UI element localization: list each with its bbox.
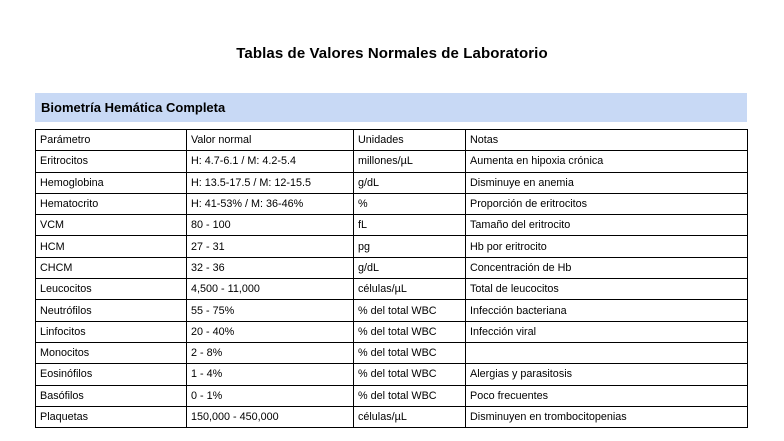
cell-normal-value: H: 4.7-6.1 / M: 4.2-5.4 (187, 151, 354, 172)
table-row (36, 321, 748, 342)
table-row (36, 215, 748, 236)
cell-notes: Infección viral (466, 321, 748, 342)
cell-units: % del total WBC (354, 364, 466, 385)
cell-notes: Poco frecuentes (466, 385, 748, 406)
table-row (36, 406, 748, 427)
table-row (36, 172, 748, 193)
cell-notes: Concentración de Hb (466, 257, 748, 278)
cell-notes: Hb por eritrocito (466, 236, 748, 257)
section-header (35, 93, 747, 122)
cell-units: células/µL (354, 406, 466, 427)
cell-normal-value: 80 - 100 (187, 215, 354, 236)
cell-notes (466, 342, 748, 363)
cell-normal-value: 2 - 8% (187, 342, 354, 363)
table-row (36, 193, 748, 214)
cell-parameter: Eritrocitos (36, 151, 187, 172)
table-row (36, 151, 748, 172)
cell-normal-value: 27 - 31 (187, 236, 354, 257)
cell-units: % del total WBC (354, 342, 466, 363)
cell-parameter: Neutrófilos (36, 300, 187, 321)
cell-units: fL (354, 215, 466, 236)
cell-units: pg (354, 236, 466, 257)
cell-parameter: Monocitos (36, 342, 187, 363)
cell-normal-value: 1 - 4% (187, 364, 354, 385)
cell-normal-value: 150,000 - 450,000 (187, 406, 354, 427)
cell-parameter: Plaquetas (36, 406, 187, 427)
cell-notes: Infección bacteriana (466, 300, 748, 321)
page-title: Tablas de Valores Normales de Laboratorio (236, 45, 548, 62)
lab-values-table (35, 129, 748, 428)
cell-parameter: CHCM (36, 257, 187, 278)
table-row (36, 279, 748, 300)
cell-normal-value: 32 - 36 (187, 257, 354, 278)
cell-notes: Disminuye en anemia (466, 172, 748, 193)
cell-parameter: Leucocitos (36, 279, 187, 300)
table-row (36, 257, 748, 278)
cell-units: % (354, 193, 466, 214)
cell-units: % del total WBC (354, 300, 466, 321)
cell-units: % del total WBC (354, 321, 466, 342)
cell-units: millones/µL (354, 151, 466, 172)
header-cell-normal-value: Valor normal (187, 130, 354, 151)
cell-units: g/dL (354, 257, 466, 278)
header-cell-units: Unidades (354, 130, 466, 151)
cell-notes: Alergias y parasitosis (466, 364, 748, 385)
cell-units: células/µL (354, 279, 466, 300)
cell-notes: Tamaño del eritrocito (466, 215, 748, 236)
table-row (36, 385, 748, 406)
section-title: Biometría Hemática Completa (41, 100, 226, 115)
table-row (36, 364, 748, 385)
cell-normal-value: 0 - 1% (187, 385, 354, 406)
cell-normal-value: H: 13.5-17.5 / M: 12-15.5 (187, 172, 354, 193)
cell-parameter: Hemoglobina (36, 172, 187, 193)
cell-parameter: VCM (36, 215, 187, 236)
cell-normal-value: 55 - 75% (187, 300, 354, 321)
cell-parameter: Basófilos (36, 385, 187, 406)
cell-notes: Disminuyen en trombocitopenias (466, 406, 748, 427)
cell-parameter: Eosinófilos (36, 364, 187, 385)
cell-normal-value: 4,500 - 11,000 (187, 279, 354, 300)
cell-notes: Proporción de eritrocitos (466, 193, 748, 214)
cell-notes: Aumenta en hipoxia crónica (466, 151, 748, 172)
table-row (36, 236, 748, 257)
cell-units: % del total WBC (354, 385, 466, 406)
cell-normal-value: 20 - 40% (187, 321, 354, 342)
cell-units: g/dL (354, 172, 466, 193)
table-row (36, 342, 748, 363)
header-cell-parameter: Parámetro (36, 130, 187, 151)
cell-parameter: Hematocrito (36, 193, 187, 214)
header-cell-notes: Notas (466, 130, 748, 151)
cell-notes: Total de leucocitos (466, 279, 748, 300)
table-row (36, 300, 748, 321)
cell-parameter: Linfocitos (36, 321, 187, 342)
cell-normal-value: H: 41-53% / M: 36-46% (187, 193, 354, 214)
table-header-row (36, 130, 748, 151)
cell-parameter: HCM (36, 236, 187, 257)
